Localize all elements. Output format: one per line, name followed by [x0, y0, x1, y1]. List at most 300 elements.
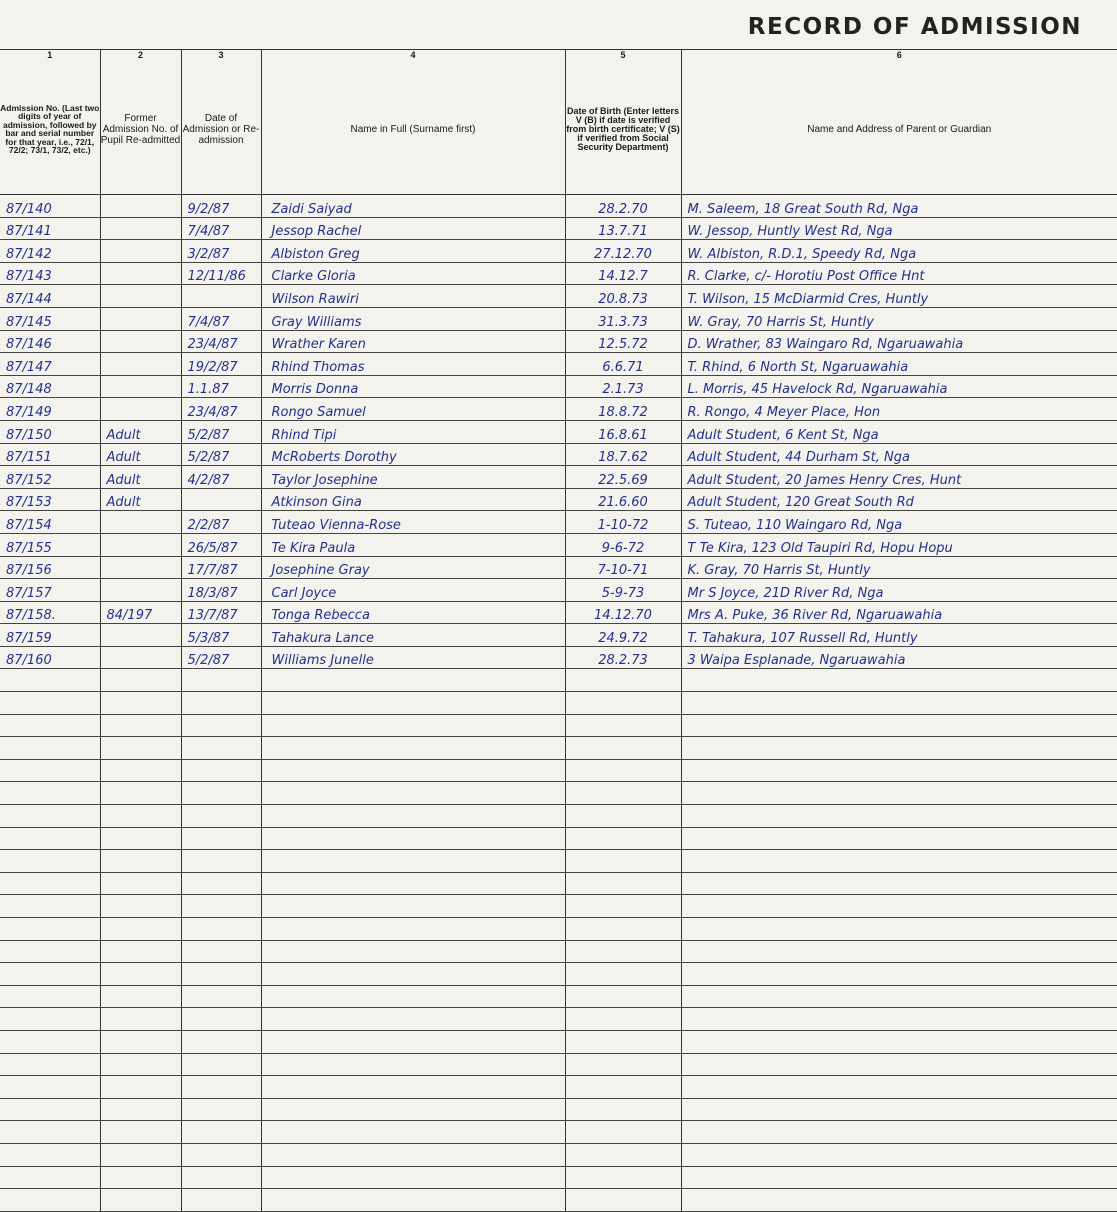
admission-date-cell	[181, 940, 261, 963]
table-row	[0, 601, 1117, 624]
admission-no-cell	[0, 692, 100, 715]
date-of-birth-cell	[565, 692, 681, 715]
register-body	[0, 195, 1117, 1212]
parent-guardian-cell	[681, 918, 1117, 941]
former-admission-cell	[100, 262, 181, 285]
admission-no-cell: 87/154	[0, 511, 100, 534]
header-former-admission: Former Admission No. of Pupil Re-admitted	[100, 64, 181, 195]
full-name-cell: Carl Joyce	[261, 579, 565, 602]
admission-no-cell	[0, 1076, 100, 1099]
admission-no-cell	[0, 963, 100, 986]
admission-no-cell: 87/147	[0, 353, 100, 376]
full-name-cell: Morris Donna	[261, 375, 565, 398]
parent-guardian-cell: D. Wrather, 83 Waingaro Rd, Ngaruawahia	[681, 330, 1117, 353]
date-of-birth-cell	[565, 1143, 681, 1166]
table-row	[0, 285, 1117, 308]
blank-table-row	[0, 963, 1117, 986]
former-admission-cell	[100, 217, 181, 240]
admission-no-cell	[0, 918, 100, 941]
admission-no-cell: 87/156	[0, 556, 100, 579]
date-of-birth-cell	[565, 737, 681, 760]
date-of-birth-cell: 28.2.73	[565, 646, 681, 669]
admission-date-cell: 23/4/87	[181, 398, 261, 421]
admission-date-cell	[181, 1053, 261, 1076]
admission-date-cell	[181, 692, 261, 715]
parent-guardian-cell: L. Morris, 45 Havelock Rd, Ngaruawahia	[681, 375, 1117, 398]
admission-date-cell: 5/2/87	[181, 420, 261, 443]
table-row	[0, 195, 1117, 218]
admission-date-cell: 2/2/87	[181, 511, 261, 534]
date-of-birth-cell	[565, 714, 681, 737]
column-number-row	[0, 50, 1117, 65]
admission-no-cell	[0, 895, 100, 918]
parent-guardian-cell	[681, 1076, 1117, 1099]
date-of-birth-cell: 1-10-72	[565, 511, 681, 534]
table-row	[0, 375, 1117, 398]
parent-guardian-cell	[681, 985, 1117, 1008]
table-row	[0, 579, 1117, 602]
table-row	[0, 488, 1117, 511]
admission-no-cell	[0, 1166, 100, 1189]
blank-table-row	[0, 1076, 1117, 1099]
admission-date-cell	[181, 1008, 261, 1031]
admission-no-cell: 87/140	[0, 195, 100, 218]
admission-date-cell	[181, 669, 261, 692]
full-name-cell	[261, 1098, 565, 1121]
former-admission-cell	[100, 579, 181, 602]
admission-no-cell: 87/152	[0, 466, 100, 489]
admission-date-cell	[181, 714, 261, 737]
blank-table-row	[0, 805, 1117, 828]
date-of-birth-cell	[565, 940, 681, 963]
admission-date-cell	[181, 1166, 261, 1189]
parent-guardian-cell: S. Tuteao, 110 Waingaro Rd, Nga	[681, 511, 1117, 534]
parent-guardian-cell	[681, 1008, 1117, 1031]
column-number: 4	[261, 50, 565, 65]
former-admission-cell	[100, 556, 181, 579]
column-number: 3	[181, 50, 261, 65]
parent-guardian-cell: R. Rongo, 4 Meyer Place, Hon	[681, 398, 1117, 421]
header-admission-no: Admission No. (Last two digits of year of admission, followed by bar and serial number for that year, i.e., 72/1, 72/2; 73/1, 73/2, etc.)	[0, 64, 100, 195]
former-admission-cell	[100, 285, 181, 308]
former-admission-cell	[100, 646, 181, 669]
admission-date-cell: 23/4/87	[181, 330, 261, 353]
full-name-cell: Zaidi Saiyad	[261, 195, 565, 218]
former-admission-cell	[100, 1053, 181, 1076]
former-admission-cell	[100, 398, 181, 421]
full-name-cell: Gray Williams	[261, 307, 565, 330]
date-of-birth-cell: 20.8.73	[565, 285, 681, 308]
admission-no-cell: 87/143	[0, 262, 100, 285]
parent-guardian-cell: Adult Student, 6 Kent St, Nga	[681, 420, 1117, 443]
full-name-cell	[261, 1121, 565, 1144]
admission-date-cell	[181, 850, 261, 873]
admission-date-cell	[181, 985, 261, 1008]
admission-date-cell: 17/7/87	[181, 556, 261, 579]
former-admission-cell	[100, 1030, 181, 1053]
date-of-birth-cell: 14.12.7	[565, 262, 681, 285]
full-name-cell: Rhind Tipi	[261, 420, 565, 443]
date-of-birth-cell	[565, 1053, 681, 1076]
table-row	[0, 443, 1117, 466]
admission-date-cell	[181, 963, 261, 986]
former-admission-cell	[100, 805, 181, 828]
admission-date-cell	[181, 1076, 261, 1099]
date-of-birth-cell: 18.7.62	[565, 443, 681, 466]
date-of-birth-cell: 9-6-72	[565, 533, 681, 556]
date-of-birth-cell: 7-10-71	[565, 556, 681, 579]
date-of-birth-cell: 22.5.69	[565, 466, 681, 489]
admission-no-cell	[0, 1143, 100, 1166]
admission-date-cell: 26/5/87	[181, 533, 261, 556]
full-name-cell: Tahakura Lance	[261, 624, 565, 647]
blank-table-row	[0, 692, 1117, 715]
admission-date-cell	[181, 759, 261, 782]
full-name-cell: Tuteao Vienna-Rose	[261, 511, 565, 534]
admission-date-cell	[181, 805, 261, 828]
table-row	[0, 330, 1117, 353]
admission-no-cell: 87/149	[0, 398, 100, 421]
blank-table-row	[0, 872, 1117, 895]
full-name-cell: Jessop Rachel	[261, 217, 565, 240]
former-admission-cell	[100, 330, 181, 353]
full-name-cell: Atkinson Gina	[261, 488, 565, 511]
parent-guardian-cell	[681, 1143, 1117, 1166]
parent-guardian-cell	[681, 692, 1117, 715]
former-admission-cell	[100, 669, 181, 692]
parent-guardian-cell: T Te Kira, 123 Old Taupiri Rd, Hopu Hopu	[681, 533, 1117, 556]
blank-table-row	[0, 714, 1117, 737]
full-name-cell	[261, 1166, 565, 1189]
header-date-admission: Date of Admission or Re-admission	[181, 64, 261, 195]
former-admission-cell: Adult	[100, 420, 181, 443]
admission-no-cell	[0, 940, 100, 963]
date-of-birth-cell	[565, 669, 681, 692]
full-name-cell: Williams Junelle	[261, 646, 565, 669]
former-admission-cell	[100, 985, 181, 1008]
full-name-cell	[261, 895, 565, 918]
date-of-birth-cell	[565, 850, 681, 873]
date-of-birth-cell: 13.7.71	[565, 217, 681, 240]
parent-guardian-cell	[681, 669, 1117, 692]
former-admission-cell	[100, 963, 181, 986]
blank-table-row	[0, 1053, 1117, 1076]
admission-no-cell: 87/151	[0, 443, 100, 466]
parent-guardian-cell	[681, 1121, 1117, 1144]
blank-table-row	[0, 1143, 1117, 1166]
date-of-birth-cell: 31.3.73	[565, 307, 681, 330]
full-name-cell: Rhind Thomas	[261, 353, 565, 376]
table-row	[0, 556, 1117, 579]
page-title: RECORD OF ADMISSION	[747, 14, 1082, 40]
admission-date-cell: 5/2/87	[181, 443, 261, 466]
date-of-birth-cell	[565, 782, 681, 805]
full-name-cell	[261, 872, 565, 895]
date-of-birth-cell	[565, 759, 681, 782]
blank-table-row	[0, 827, 1117, 850]
admission-no-cell: 87/144	[0, 285, 100, 308]
full-name-cell: Tonga Rebecca	[261, 601, 565, 624]
blank-table-row	[0, 850, 1117, 873]
table-row	[0, 353, 1117, 376]
admission-no-cell: 87/141	[0, 217, 100, 240]
full-name-cell	[261, 782, 565, 805]
full-name-cell	[261, 737, 565, 760]
admission-date-cell: 18/3/87	[181, 579, 261, 602]
table-row	[0, 646, 1117, 669]
parent-guardian-cell: W. Gray, 70 Harris St, Huntly	[681, 307, 1117, 330]
admission-date-cell: 7/4/87	[181, 307, 261, 330]
date-of-birth-cell: 21.6.60	[565, 488, 681, 511]
date-of-birth-cell	[565, 1121, 681, 1144]
former-admission-cell: Adult	[100, 443, 181, 466]
full-name-cell: Albiston Greg	[261, 240, 565, 263]
parent-guardian-cell	[681, 1053, 1117, 1076]
former-admission-cell	[100, 1098, 181, 1121]
parent-guardian-cell	[681, 963, 1117, 986]
admission-no-cell	[0, 1008, 100, 1031]
parent-guardian-cell: K. Gray, 70 Harris St, Huntly	[681, 556, 1117, 579]
date-of-birth-cell	[565, 1030, 681, 1053]
admission-no-cell	[0, 669, 100, 692]
admission-no-cell	[0, 782, 100, 805]
table-row	[0, 624, 1117, 647]
full-name-cell: Te Kira Paula	[261, 533, 565, 556]
date-of-birth-cell	[565, 1166, 681, 1189]
parent-guardian-cell: Adult Student, 20 James Henry Cres, Hunt	[681, 466, 1117, 489]
full-name-cell: McRoberts Dorothy	[261, 443, 565, 466]
admission-no-cell	[0, 737, 100, 760]
parent-guardian-cell	[681, 714, 1117, 737]
former-admission-cell	[100, 375, 181, 398]
former-admission-cell	[100, 850, 181, 873]
full-name-cell	[261, 714, 565, 737]
former-admission-cell: 84/197	[100, 601, 181, 624]
admission-date-cell	[181, 285, 261, 308]
admission-no-cell	[0, 1121, 100, 1144]
parent-guardian-cell	[681, 895, 1117, 918]
full-name-cell	[261, 827, 565, 850]
admission-date-cell	[181, 737, 261, 760]
full-name-cell	[261, 759, 565, 782]
table-row	[0, 466, 1117, 489]
full-name-cell	[261, 985, 565, 1008]
parent-guardian-cell	[681, 1030, 1117, 1053]
former-admission-cell	[100, 195, 181, 218]
former-admission-cell	[100, 918, 181, 941]
parent-guardian-cell	[681, 872, 1117, 895]
admission-date-cell	[181, 872, 261, 895]
admission-date-cell	[181, 918, 261, 941]
blank-table-row	[0, 737, 1117, 760]
date-of-birth-cell: 28.2.70	[565, 195, 681, 218]
admission-no-cell: 87/153	[0, 488, 100, 511]
full-name-cell: Wrather Karen	[261, 330, 565, 353]
table-row	[0, 398, 1117, 421]
full-name-cell	[261, 692, 565, 715]
full-name-cell	[261, 1008, 565, 1031]
date-of-birth-cell: 27.12.70	[565, 240, 681, 263]
date-of-birth-cell	[565, 918, 681, 941]
blank-table-row	[0, 895, 1117, 918]
former-admission-cell	[100, 307, 181, 330]
admission-date-cell: 5/2/87	[181, 646, 261, 669]
admission-date-cell: 4/2/87	[181, 466, 261, 489]
parent-guardian-cell: T. Tahakura, 107 Russell Rd, Huntly	[681, 624, 1117, 647]
table-row	[0, 307, 1117, 330]
date-of-birth-cell	[565, 985, 681, 1008]
former-admission-cell	[100, 782, 181, 805]
date-of-birth-cell	[565, 872, 681, 895]
full-name-cell	[261, 850, 565, 873]
date-of-birth-cell: 14.12.70	[565, 601, 681, 624]
former-admission-cell	[100, 714, 181, 737]
header-parent-guardian: Name and Address of Parent or Guardian	[681, 64, 1117, 195]
parent-guardian-cell: W. Jessop, Huntly West Rd, Nga	[681, 217, 1117, 240]
header-name-in-full: Name in Full (Surname first)	[261, 64, 565, 195]
admission-date-cell	[181, 827, 261, 850]
admission-no-cell: 87/148	[0, 375, 100, 398]
blank-table-row	[0, 1008, 1117, 1031]
former-admission-cell	[100, 759, 181, 782]
admission-no-cell: 87/157	[0, 579, 100, 602]
full-name-cell: Clarke Gloria	[261, 262, 565, 285]
former-admission-cell	[100, 1166, 181, 1189]
former-admission-cell	[100, 692, 181, 715]
parent-guardian-cell: T. Rhind, 6 North St, Ngaruawahia	[681, 353, 1117, 376]
admission-no-cell: 87/160	[0, 646, 100, 669]
admission-no-cell	[0, 714, 100, 737]
admission-date-cell	[181, 1030, 261, 1053]
admission-register-table	[0, 49, 1117, 1212]
full-name-cell: Josephine Gray	[261, 556, 565, 579]
full-name-cell	[261, 1076, 565, 1099]
column-number: 5	[565, 50, 681, 65]
parent-guardian-cell	[681, 805, 1117, 828]
parent-guardian-cell	[681, 1098, 1117, 1121]
former-admission-cell	[100, 240, 181, 263]
date-of-birth-cell: 6.6.71	[565, 353, 681, 376]
full-name-cell: Rongo Samuel	[261, 398, 565, 421]
admission-date-cell	[181, 1143, 261, 1166]
header-date-of-birth: Date of Birth (Enter letters V (B) if date is verified from birth certificate; V (S) if verified from Social Security Department)	[565, 64, 681, 195]
table-row	[0, 533, 1117, 556]
parent-guardian-cell	[681, 782, 1117, 805]
admission-date-cell: 7/4/87	[181, 217, 261, 240]
date-of-birth-cell	[565, 827, 681, 850]
admission-no-cell: 87/150	[0, 420, 100, 443]
blank-table-row	[0, 918, 1117, 941]
date-of-birth-cell: 2.1.73	[565, 375, 681, 398]
parent-guardian-cell	[681, 940, 1117, 963]
former-admission-cell	[100, 533, 181, 556]
date-of-birth-cell: 5-9-73	[565, 579, 681, 602]
former-admission-cell	[100, 624, 181, 647]
admission-no-cell	[0, 1030, 100, 1053]
admission-no-cell: 87/155	[0, 533, 100, 556]
admission-no-cell	[0, 805, 100, 828]
former-admission-cell	[100, 353, 181, 376]
parent-guardian-cell: R. Clarke, c/- Horotiu Post Office Hnt	[681, 262, 1117, 285]
full-name-cell	[261, 918, 565, 941]
full-name-cell	[261, 1053, 565, 1076]
parent-guardian-cell: W. Albiston, R.D.1, Speedy Rd, Nga	[681, 240, 1117, 263]
full-name-cell	[261, 963, 565, 986]
admission-no-cell: 87/159	[0, 624, 100, 647]
date-of-birth-cell	[565, 895, 681, 918]
date-of-birth-cell	[565, 1076, 681, 1099]
parent-guardian-cell	[681, 1166, 1117, 1189]
parent-guardian-cell: M. Saleem, 18 Great South Rd, Nga	[681, 195, 1117, 218]
table-row	[0, 240, 1117, 263]
parent-guardian-cell: Adult Student, 44 Durham St, Nga	[681, 443, 1117, 466]
date-of-birth-cell: 12.5.72	[565, 330, 681, 353]
admission-no-cell	[0, 872, 100, 895]
blank-table-row	[0, 1121, 1117, 1144]
date-of-birth-cell	[565, 1098, 681, 1121]
parent-guardian-cell: Mr S Joyce, 21D River Rd, Nga	[681, 579, 1117, 602]
parent-guardian-cell	[681, 737, 1117, 760]
parent-guardian-cell	[681, 827, 1117, 850]
admission-date-cell: 3/2/87	[181, 240, 261, 263]
blank-table-row	[0, 669, 1117, 692]
date-of-birth-cell: 16.8.61	[565, 420, 681, 443]
full-name-cell: Wilson Rawiri	[261, 285, 565, 308]
admission-no-cell: 87/145	[0, 307, 100, 330]
column-number: 6	[681, 50, 1117, 65]
full-name-cell	[261, 669, 565, 692]
blank-table-row	[0, 1166, 1117, 1189]
date-of-birth-cell	[565, 1008, 681, 1031]
admission-no-cell	[0, 850, 100, 873]
admission-date-cell: 13/7/87	[181, 601, 261, 624]
former-admission-cell	[100, 895, 181, 918]
former-admission-cell: Adult	[100, 466, 181, 489]
admission-date-cell	[181, 895, 261, 918]
blank-table-row	[0, 985, 1117, 1008]
table-row	[0, 511, 1117, 534]
full-name-cell	[261, 1030, 565, 1053]
blank-table-row	[0, 782, 1117, 805]
admission-no-cell	[0, 1098, 100, 1121]
date-of-birth-cell: 24.9.72	[565, 624, 681, 647]
former-admission-cell	[100, 1008, 181, 1031]
parent-guardian-cell: T. Wilson, 15 McDiarmid Cres, Huntly	[681, 285, 1117, 308]
admission-no-cell	[0, 759, 100, 782]
admission-no-cell	[0, 827, 100, 850]
full-name-cell	[261, 1143, 565, 1166]
blank-table-row	[0, 1030, 1117, 1053]
column-header-row	[0, 64, 1117, 195]
date-of-birth-cell: 18.8.72	[565, 398, 681, 421]
admission-no-cell: 87/158.	[0, 601, 100, 624]
column-number: 1	[0, 50, 100, 65]
admission-date-cell	[181, 782, 261, 805]
date-of-birth-cell	[565, 805, 681, 828]
blank-table-row	[0, 940, 1117, 963]
former-admission-cell	[100, 737, 181, 760]
admission-no-cell: 87/146	[0, 330, 100, 353]
admission-no-cell	[0, 1053, 100, 1076]
former-admission-cell	[100, 827, 181, 850]
admission-no-cell: 87/142	[0, 240, 100, 263]
parent-guardian-cell	[681, 759, 1117, 782]
full-name-cell	[261, 940, 565, 963]
blank-table-row	[0, 759, 1117, 782]
blank-table-row	[0, 1098, 1117, 1121]
table-row	[0, 217, 1117, 240]
former-admission-cell	[100, 940, 181, 963]
